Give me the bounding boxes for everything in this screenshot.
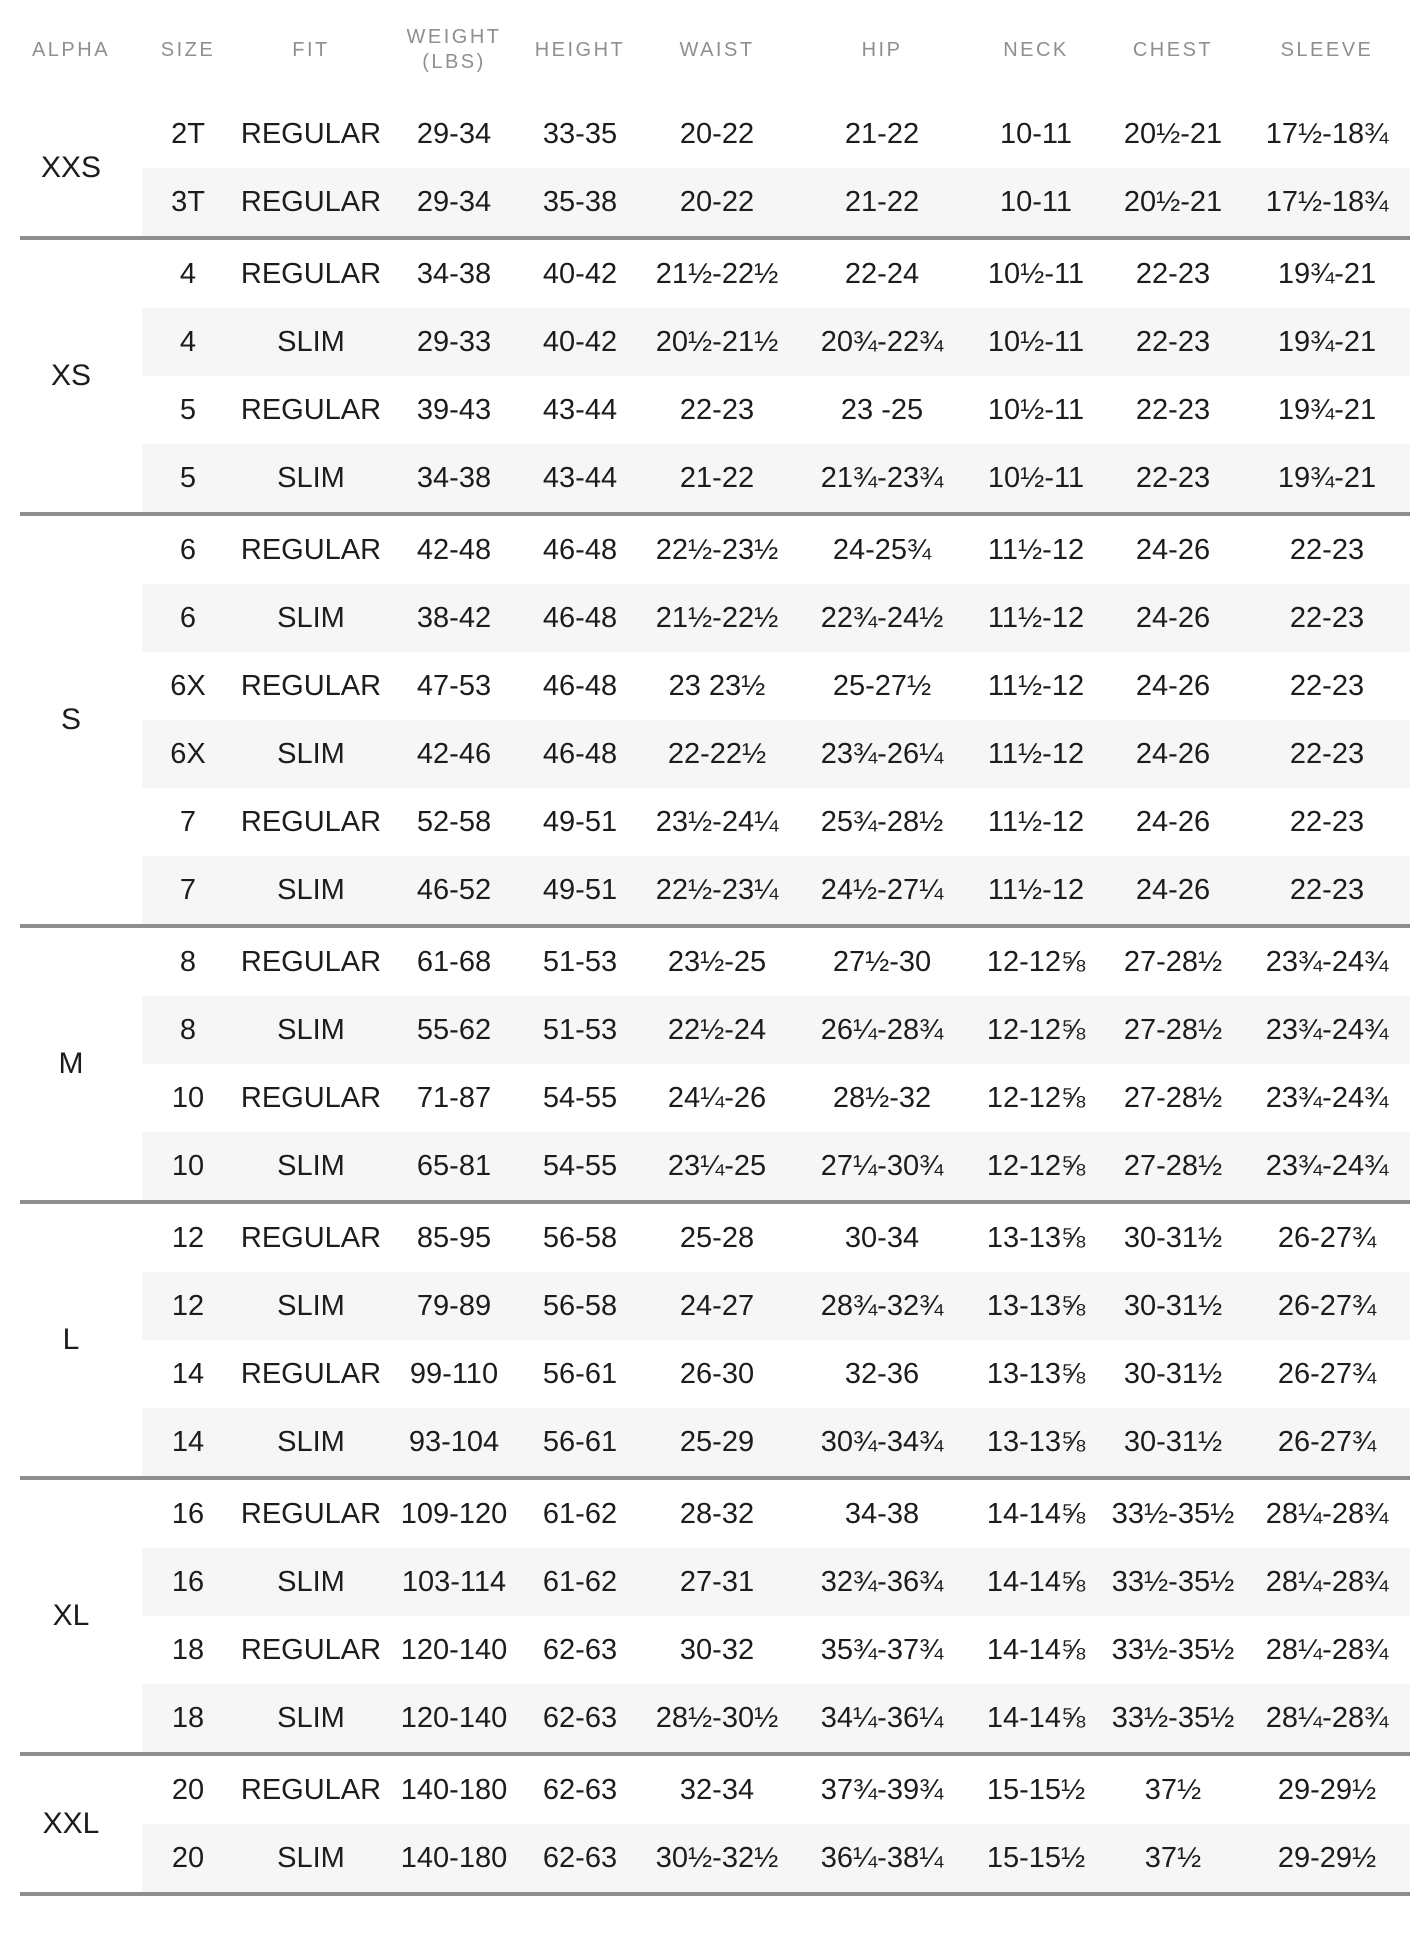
cell-chest: 22-23 xyxy=(1135,393,1211,426)
cell-height: 46-48 xyxy=(542,533,618,566)
column-header-alpha xyxy=(0,38,142,63)
cell-weight: 109-120 xyxy=(400,1497,508,1530)
cell-height: 51-53 xyxy=(542,945,618,978)
cell-chest: 37½ xyxy=(1144,1773,1202,1806)
cell-sleeve: 28¼-28¾ xyxy=(1265,1633,1389,1666)
cell-chest: 24-26 xyxy=(1135,533,1211,566)
cell-sleeve: 22-23 xyxy=(1289,601,1365,634)
cell-chest: 24-26 xyxy=(1135,601,1211,634)
cell-hip: 28½-32 xyxy=(832,1081,932,1114)
cell-waist: 28-32 xyxy=(679,1497,755,1530)
cell-height: 33-35 xyxy=(542,117,618,150)
cell-sleeve: 23¾-24¾ xyxy=(1265,945,1389,978)
column-header-weight xyxy=(388,25,520,75)
cell-size: 6X xyxy=(170,737,206,770)
cell-weight: 99-110 xyxy=(409,1357,499,1390)
cell-fit: REGULAR xyxy=(240,1773,382,1806)
cell-height: 62-63 xyxy=(542,1841,618,1874)
cell-sleeve: 17½-18¾ xyxy=(1265,117,1389,150)
table-row xyxy=(142,1272,1410,1340)
cell-hip: 37¾-39¾ xyxy=(820,1773,944,1806)
cell-sleeve: 22-23 xyxy=(1289,873,1365,906)
cell-fit: SLIM xyxy=(277,873,345,906)
cell-size: 4 xyxy=(179,325,197,358)
cell-neck: 12-12⅝ xyxy=(986,1013,1086,1046)
column-header-sleeve xyxy=(1244,38,1410,63)
cell-chest: 33½-35½ xyxy=(1111,1633,1235,1666)
cell-size: 5 xyxy=(179,393,197,426)
table-row xyxy=(142,928,1410,996)
cell-height: 61-62 xyxy=(542,1497,618,1530)
cell-weight: 85-95 xyxy=(416,1221,492,1254)
cell-weight: 29-33 xyxy=(416,325,492,358)
cell-waist: 20-22 xyxy=(679,185,755,218)
cell-hip: 24-25¾ xyxy=(832,533,932,566)
cell-size: 10 xyxy=(171,1149,205,1182)
table-row xyxy=(142,584,1410,652)
cell-fit: REGULAR xyxy=(240,1497,382,1530)
cell-height: 54-55 xyxy=(542,1149,618,1182)
cell-fit: SLIM xyxy=(277,325,345,358)
cell-height: 56-61 xyxy=(542,1425,618,1458)
column-header-chest xyxy=(1102,38,1244,63)
cell-weight: 34-38 xyxy=(416,461,492,494)
table-row xyxy=(142,1064,1410,1132)
cell-size: 7 xyxy=(179,873,197,906)
cell-waist: 21½-22½ xyxy=(655,601,779,634)
cell-sleeve: 19¾-21 xyxy=(1277,461,1377,494)
cell-waist: 23½-24¼ xyxy=(655,805,779,838)
cell-waist: 20½-21½ xyxy=(655,325,779,358)
cell-size: 10 xyxy=(171,1081,205,1114)
cell-fit: REGULAR xyxy=(240,185,382,218)
column-header-alpha-label: ALPHA xyxy=(31,38,111,61)
cell-height: 61-62 xyxy=(542,1565,618,1598)
cell-height: 56-58 xyxy=(542,1289,618,1322)
cell-sleeve: 19¾-21 xyxy=(1277,393,1377,426)
cell-weight: 93-104 xyxy=(408,1425,500,1458)
cell-fit: SLIM xyxy=(277,1013,345,1046)
cell-fit: REGULAR xyxy=(240,393,382,426)
cell-hip: 27¼-30¾ xyxy=(820,1149,944,1182)
cell-chest: 22-23 xyxy=(1135,325,1211,358)
column-header-height xyxy=(520,38,640,63)
cell-weight: 46-52 xyxy=(416,873,492,906)
size-group-xxl xyxy=(0,1756,1428,1892)
cell-size: 5 xyxy=(179,461,197,494)
cell-height: 35-38 xyxy=(542,185,618,218)
alpha-label: XXL xyxy=(42,1807,100,1840)
table-row xyxy=(142,856,1410,924)
cell-hip: 30¾-34¾ xyxy=(820,1425,944,1458)
cell-neck: 11½-12 xyxy=(987,805,1085,838)
cell-chest: 33½-35½ xyxy=(1111,1497,1235,1530)
cell-hip: 34¼-36¼ xyxy=(820,1701,944,1734)
cell-neck: 12-12⅝ xyxy=(986,1081,1086,1114)
table-header-row xyxy=(0,0,1428,100)
cell-neck: 14-14⅝ xyxy=(986,1633,1086,1666)
cell-waist: 23¼-25 xyxy=(667,1149,767,1182)
cell-chest: 30-31½ xyxy=(1123,1221,1223,1254)
cell-chest: 33½-35½ xyxy=(1111,1565,1235,1598)
cell-hip: 28¾-32¾ xyxy=(820,1289,944,1322)
table-row xyxy=(142,996,1410,1064)
cell-chest: 20½-21 xyxy=(1123,185,1223,218)
cell-weight: 29-34 xyxy=(416,185,492,218)
table-row xyxy=(142,1480,1410,1548)
cell-hip: 32-36 xyxy=(844,1357,920,1390)
cell-waist: 22½-23¼ xyxy=(655,873,779,906)
cell-waist: 20-22 xyxy=(679,117,755,150)
cell-waist: 28½-30½ xyxy=(655,1701,779,1734)
cell-neck: 13-13⅝ xyxy=(986,1289,1086,1322)
alpha-label: XXS xyxy=(40,151,102,184)
cell-sleeve: 22-23 xyxy=(1289,533,1365,566)
cell-height: 46-48 xyxy=(542,669,618,702)
cell-weight: 42-46 xyxy=(416,737,492,770)
column-header-size-label: SIZE xyxy=(160,38,216,61)
cell-height: 46-48 xyxy=(542,737,618,770)
cell-waist: 24-27 xyxy=(679,1289,755,1322)
cell-sleeve: 19¾-21 xyxy=(1277,325,1377,358)
cell-height: 46-48 xyxy=(542,601,618,634)
cell-chest: 27-28½ xyxy=(1123,1013,1223,1046)
table-row xyxy=(142,1340,1410,1408)
cell-sleeve: 22-23 xyxy=(1289,669,1365,702)
cell-sleeve: 23¾-24¾ xyxy=(1265,1081,1389,1114)
cell-weight: 103-114 xyxy=(401,1565,507,1598)
cell-height: 56-61 xyxy=(542,1357,618,1390)
table-row xyxy=(142,1132,1410,1200)
column-header-sleeve-label: SLEEVE xyxy=(1280,38,1374,61)
cell-fit: REGULAR xyxy=(240,1221,382,1254)
cell-waist: 24¼-26 xyxy=(667,1081,767,1114)
column-header-fit xyxy=(234,38,388,63)
cell-waist: 23 23½ xyxy=(668,669,766,702)
cell-sleeve: 23¾-24¾ xyxy=(1265,1013,1389,1046)
cell-height: 49-51 xyxy=(542,873,618,906)
cell-fit: REGULAR xyxy=(240,1081,382,1114)
column-header-size xyxy=(142,38,234,63)
cell-sleeve: 28¼-28¾ xyxy=(1265,1497,1389,1530)
cell-hip: 22-24 xyxy=(844,257,920,290)
cell-size: 6X xyxy=(170,669,206,702)
cell-chest: 27-28½ xyxy=(1123,1149,1223,1182)
cell-size: 4 xyxy=(179,257,197,290)
cell-chest: 37½ xyxy=(1144,1841,1202,1874)
cell-chest: 20½-21 xyxy=(1123,117,1223,150)
cell-hip: 25-27½ xyxy=(832,669,932,702)
cell-height: 43-44 xyxy=(542,393,618,426)
cell-fit: SLIM xyxy=(277,1289,345,1322)
table-row xyxy=(142,308,1410,376)
cell-neck: 11½-12 xyxy=(987,873,1085,906)
cell-sleeve: 23¾-24¾ xyxy=(1265,1149,1389,1182)
column-header-hip xyxy=(794,38,970,63)
cell-waist: 26-30 xyxy=(679,1357,755,1390)
cell-neck: 14-14⅝ xyxy=(986,1701,1086,1734)
column-header-chest-label: CHEST xyxy=(1132,38,1214,61)
cell-hip: 21-22 xyxy=(844,117,920,150)
size-group-xs xyxy=(0,240,1428,512)
table-row xyxy=(142,1204,1410,1272)
cell-chest: 24-26 xyxy=(1135,873,1211,906)
cell-waist: 21-22 xyxy=(679,461,755,494)
cell-waist: 23½-25 xyxy=(667,945,767,978)
cell-neck: 10½-11 xyxy=(987,325,1085,358)
cell-chest: 24-26 xyxy=(1135,737,1211,770)
cell-fit: SLIM xyxy=(277,461,345,494)
cell-size: 18 xyxy=(171,1701,205,1734)
column-header-fit-label: FIT xyxy=(292,38,330,61)
cell-hip: 30-34 xyxy=(844,1221,920,1254)
alpha-label: S xyxy=(60,703,81,736)
cell-height: 56-58 xyxy=(542,1221,618,1254)
cell-neck: 11½-12 xyxy=(987,601,1085,634)
cell-size: 16 xyxy=(171,1565,205,1598)
cell-fit: SLIM xyxy=(277,737,345,770)
cell-size: 12 xyxy=(171,1289,205,1322)
cell-fit: REGULAR xyxy=(240,805,382,838)
cell-weight: 42-48 xyxy=(416,533,492,566)
cell-neck: 14-14⅝ xyxy=(986,1565,1086,1598)
table-row xyxy=(142,652,1410,720)
cell-fit: REGULAR xyxy=(240,1633,382,1666)
cell-weight: 71-87 xyxy=(416,1081,492,1114)
cell-waist: 30½-32½ xyxy=(655,1841,779,1874)
table-row xyxy=(142,1408,1410,1476)
cell-size: 3T xyxy=(171,185,205,218)
cell-neck: 10-11 xyxy=(999,117,1073,150)
cell-hip: 21¾-23¾ xyxy=(820,461,944,494)
cell-weight: 140-180 xyxy=(400,1841,508,1874)
cell-sleeve: 22-23 xyxy=(1289,805,1365,838)
cell-fit: REGULAR xyxy=(240,945,382,978)
cell-fit: REGULAR xyxy=(240,257,382,290)
cell-neck: 13-13⅝ xyxy=(986,1221,1086,1254)
cell-chest: 30-31½ xyxy=(1123,1289,1223,1322)
cell-chest: 33½-35½ xyxy=(1111,1701,1235,1734)
cell-neck: 10½-11 xyxy=(987,257,1085,290)
cell-size: 14 xyxy=(171,1425,205,1458)
cell-weight: 140-180 xyxy=(400,1773,508,1806)
table-row xyxy=(142,516,1410,584)
column-header-neck-label: NECK xyxy=(1003,38,1069,61)
cell-fit: SLIM xyxy=(277,1701,345,1734)
cell-sleeve: 29-29½ xyxy=(1277,1841,1377,1874)
cell-chest: 22-23 xyxy=(1135,257,1211,290)
cell-hip: 36¼-38¼ xyxy=(820,1841,944,1874)
column-header-height-label: HEIGHT xyxy=(534,38,626,61)
cell-hip: 23¾-26¼ xyxy=(820,737,944,770)
cell-neck: 10-11 xyxy=(999,185,1073,218)
cell-fit: REGULAR xyxy=(240,533,382,566)
cell-sleeve: 26-27¾ xyxy=(1277,1357,1377,1390)
cell-fit: SLIM xyxy=(277,1565,345,1598)
cell-height: 54-55 xyxy=(542,1081,618,1114)
column-header-waist-label: WAIST xyxy=(679,38,755,61)
cell-hip: 34-38 xyxy=(844,1497,920,1530)
cell-fit: SLIM xyxy=(277,1425,345,1458)
cell-size: 18 xyxy=(171,1633,205,1666)
cell-waist: 22-22½ xyxy=(667,737,767,770)
alpha-label: XS xyxy=(50,359,92,392)
cell-waist: 25-28 xyxy=(679,1221,755,1254)
cell-waist: 25-29 xyxy=(679,1425,755,1458)
cell-hip: 21-22 xyxy=(844,185,920,218)
cell-neck: 11½-12 xyxy=(987,669,1085,702)
table-row xyxy=(142,720,1410,788)
cell-sleeve: 28¼-28¾ xyxy=(1265,1565,1389,1598)
cell-size: 14 xyxy=(171,1357,205,1390)
cell-neck: 15-15½ xyxy=(986,1773,1086,1806)
cell-weight: 39-43 xyxy=(416,393,492,426)
cell-size: 8 xyxy=(179,945,197,978)
cell-weight: 61-68 xyxy=(416,945,492,978)
cell-fit: REGULAR xyxy=(240,117,382,150)
cell-weight: 120-140 xyxy=(400,1701,508,1734)
cell-neck: 12-12⅝ xyxy=(986,945,1086,978)
cell-height: 49-51 xyxy=(542,805,618,838)
column-header-weight-label: WEIGHT (LBS) xyxy=(406,26,502,73)
cell-height: 40-42 xyxy=(542,325,618,358)
cell-fit: SLIM xyxy=(277,601,345,634)
size-group-xl xyxy=(0,1480,1428,1752)
cell-size: 8 xyxy=(179,1013,197,1046)
cell-weight: 120-140 xyxy=(400,1633,508,1666)
alpha-label: L xyxy=(62,1323,80,1356)
cell-chest: 30-31½ xyxy=(1123,1425,1223,1458)
cell-hip: 27½-30 xyxy=(832,945,932,978)
cell-weight: 29-34 xyxy=(416,117,492,150)
column-header-neck xyxy=(970,38,1102,63)
cell-waist: 22½-23½ xyxy=(655,533,779,566)
cell-neck: 14-14⅝ xyxy=(986,1497,1086,1530)
table-row xyxy=(142,788,1410,856)
cell-sleeve: 17½-18¾ xyxy=(1265,185,1389,218)
cell-weight: 52-58 xyxy=(416,805,492,838)
cell-waist: 22-23 xyxy=(679,393,755,426)
size-group-s xyxy=(0,516,1428,924)
alpha-label: M xyxy=(58,1047,84,1080)
size-group-m xyxy=(0,928,1428,1200)
size-group-l xyxy=(0,1204,1428,1476)
table-row xyxy=(142,444,1410,512)
cell-fit: REGULAR xyxy=(240,1357,382,1390)
cell-weight: 34-38 xyxy=(416,257,492,290)
cell-height: 62-63 xyxy=(542,1633,618,1666)
cell-waist: 21½-22½ xyxy=(655,257,779,290)
cell-sleeve: 28¼-28¾ xyxy=(1265,1701,1389,1734)
column-header-hip-label: HIP xyxy=(861,38,903,61)
cell-height: 62-63 xyxy=(542,1773,618,1806)
cell-fit: SLIM xyxy=(277,1841,345,1874)
cell-hip: 24½-27¼ xyxy=(820,873,944,906)
column-header-waist xyxy=(640,38,794,63)
cell-neck: 13-13⅝ xyxy=(986,1357,1086,1390)
cell-size: 2T xyxy=(171,117,205,150)
cell-sleeve: 26-27¾ xyxy=(1277,1425,1377,1458)
size-group-xxs xyxy=(0,100,1428,236)
cell-fit: REGULAR xyxy=(240,669,382,702)
table-row xyxy=(142,1756,1410,1824)
cell-hip: 35¾-37¾ xyxy=(820,1633,944,1666)
cell-sleeve: 26-27¾ xyxy=(1277,1289,1377,1322)
cell-height: 40-42 xyxy=(542,257,618,290)
table-row xyxy=(142,100,1410,168)
cell-weight: 79-89 xyxy=(416,1289,492,1322)
cell-waist: 27-31 xyxy=(679,1565,755,1598)
cell-neck: 10½-11 xyxy=(987,461,1085,494)
cell-sleeve: 19¾-21 xyxy=(1277,257,1377,290)
cell-hip: 22¾-24½ xyxy=(820,601,944,634)
cell-neck: 11½-12 xyxy=(987,737,1085,770)
cell-weight: 47-53 xyxy=(416,669,492,702)
cell-hip: 26¼-28¾ xyxy=(820,1013,944,1046)
cell-neck: 12-12⅝ xyxy=(986,1149,1086,1182)
table-row xyxy=(142,1616,1410,1684)
cell-size: 20 xyxy=(171,1841,205,1874)
table-row xyxy=(142,240,1410,308)
cell-chest: 24-26 xyxy=(1135,669,1211,702)
cell-size: 20 xyxy=(171,1773,205,1806)
table-row xyxy=(142,376,1410,444)
cell-chest: 24-26 xyxy=(1135,805,1211,838)
cell-weight: 38-42 xyxy=(416,601,492,634)
cell-size: 6 xyxy=(179,601,197,634)
cell-sleeve: 26-27¾ xyxy=(1277,1221,1377,1254)
cell-chest: 22-23 xyxy=(1135,461,1211,494)
cell-fit: SLIM xyxy=(277,1149,345,1182)
cell-neck: 10½-11 xyxy=(987,393,1085,426)
alpha-label: XL xyxy=(52,1599,90,1632)
cell-height: 62-63 xyxy=(542,1701,618,1734)
table-row xyxy=(142,168,1410,236)
cell-hip: 20¾-22¾ xyxy=(820,325,944,358)
cell-waist: 32-34 xyxy=(679,1773,755,1806)
cell-weight: 65-81 xyxy=(416,1149,492,1182)
cell-size: 6 xyxy=(179,533,197,566)
cell-chest: 27-28½ xyxy=(1123,1081,1223,1114)
table-row xyxy=(142,1548,1410,1616)
cell-weight: 55-62 xyxy=(416,1013,492,1046)
cell-neck: 15-15½ xyxy=(986,1841,1086,1874)
cell-hip: 25¾-28½ xyxy=(820,805,944,838)
cell-size: 16 xyxy=(171,1497,205,1530)
cell-size: 7 xyxy=(179,805,197,838)
cell-sleeve: 29-29½ xyxy=(1277,1773,1377,1806)
cell-chest: 27-28½ xyxy=(1123,945,1223,978)
table-body xyxy=(0,100,1428,1896)
cell-neck: 13-13⅝ xyxy=(986,1425,1086,1458)
cell-chest: 30-31½ xyxy=(1123,1357,1223,1390)
cell-waist: 30-32 xyxy=(679,1633,755,1666)
cell-height: 51-53 xyxy=(542,1013,618,1046)
cell-neck: 11½-12 xyxy=(987,533,1085,566)
group-divider xyxy=(20,1892,1410,1896)
cell-size: 12 xyxy=(171,1221,205,1254)
table-row xyxy=(142,1824,1410,1892)
cell-waist: 22½-24 xyxy=(667,1013,767,1046)
cell-hip: 32¾-36¾ xyxy=(820,1565,944,1598)
table-row xyxy=(142,1684,1410,1752)
cell-height: 43-44 xyxy=(542,461,618,494)
cell-sleeve: 22-23 xyxy=(1289,737,1365,770)
cell-hip: 23 -25 xyxy=(840,393,924,426)
